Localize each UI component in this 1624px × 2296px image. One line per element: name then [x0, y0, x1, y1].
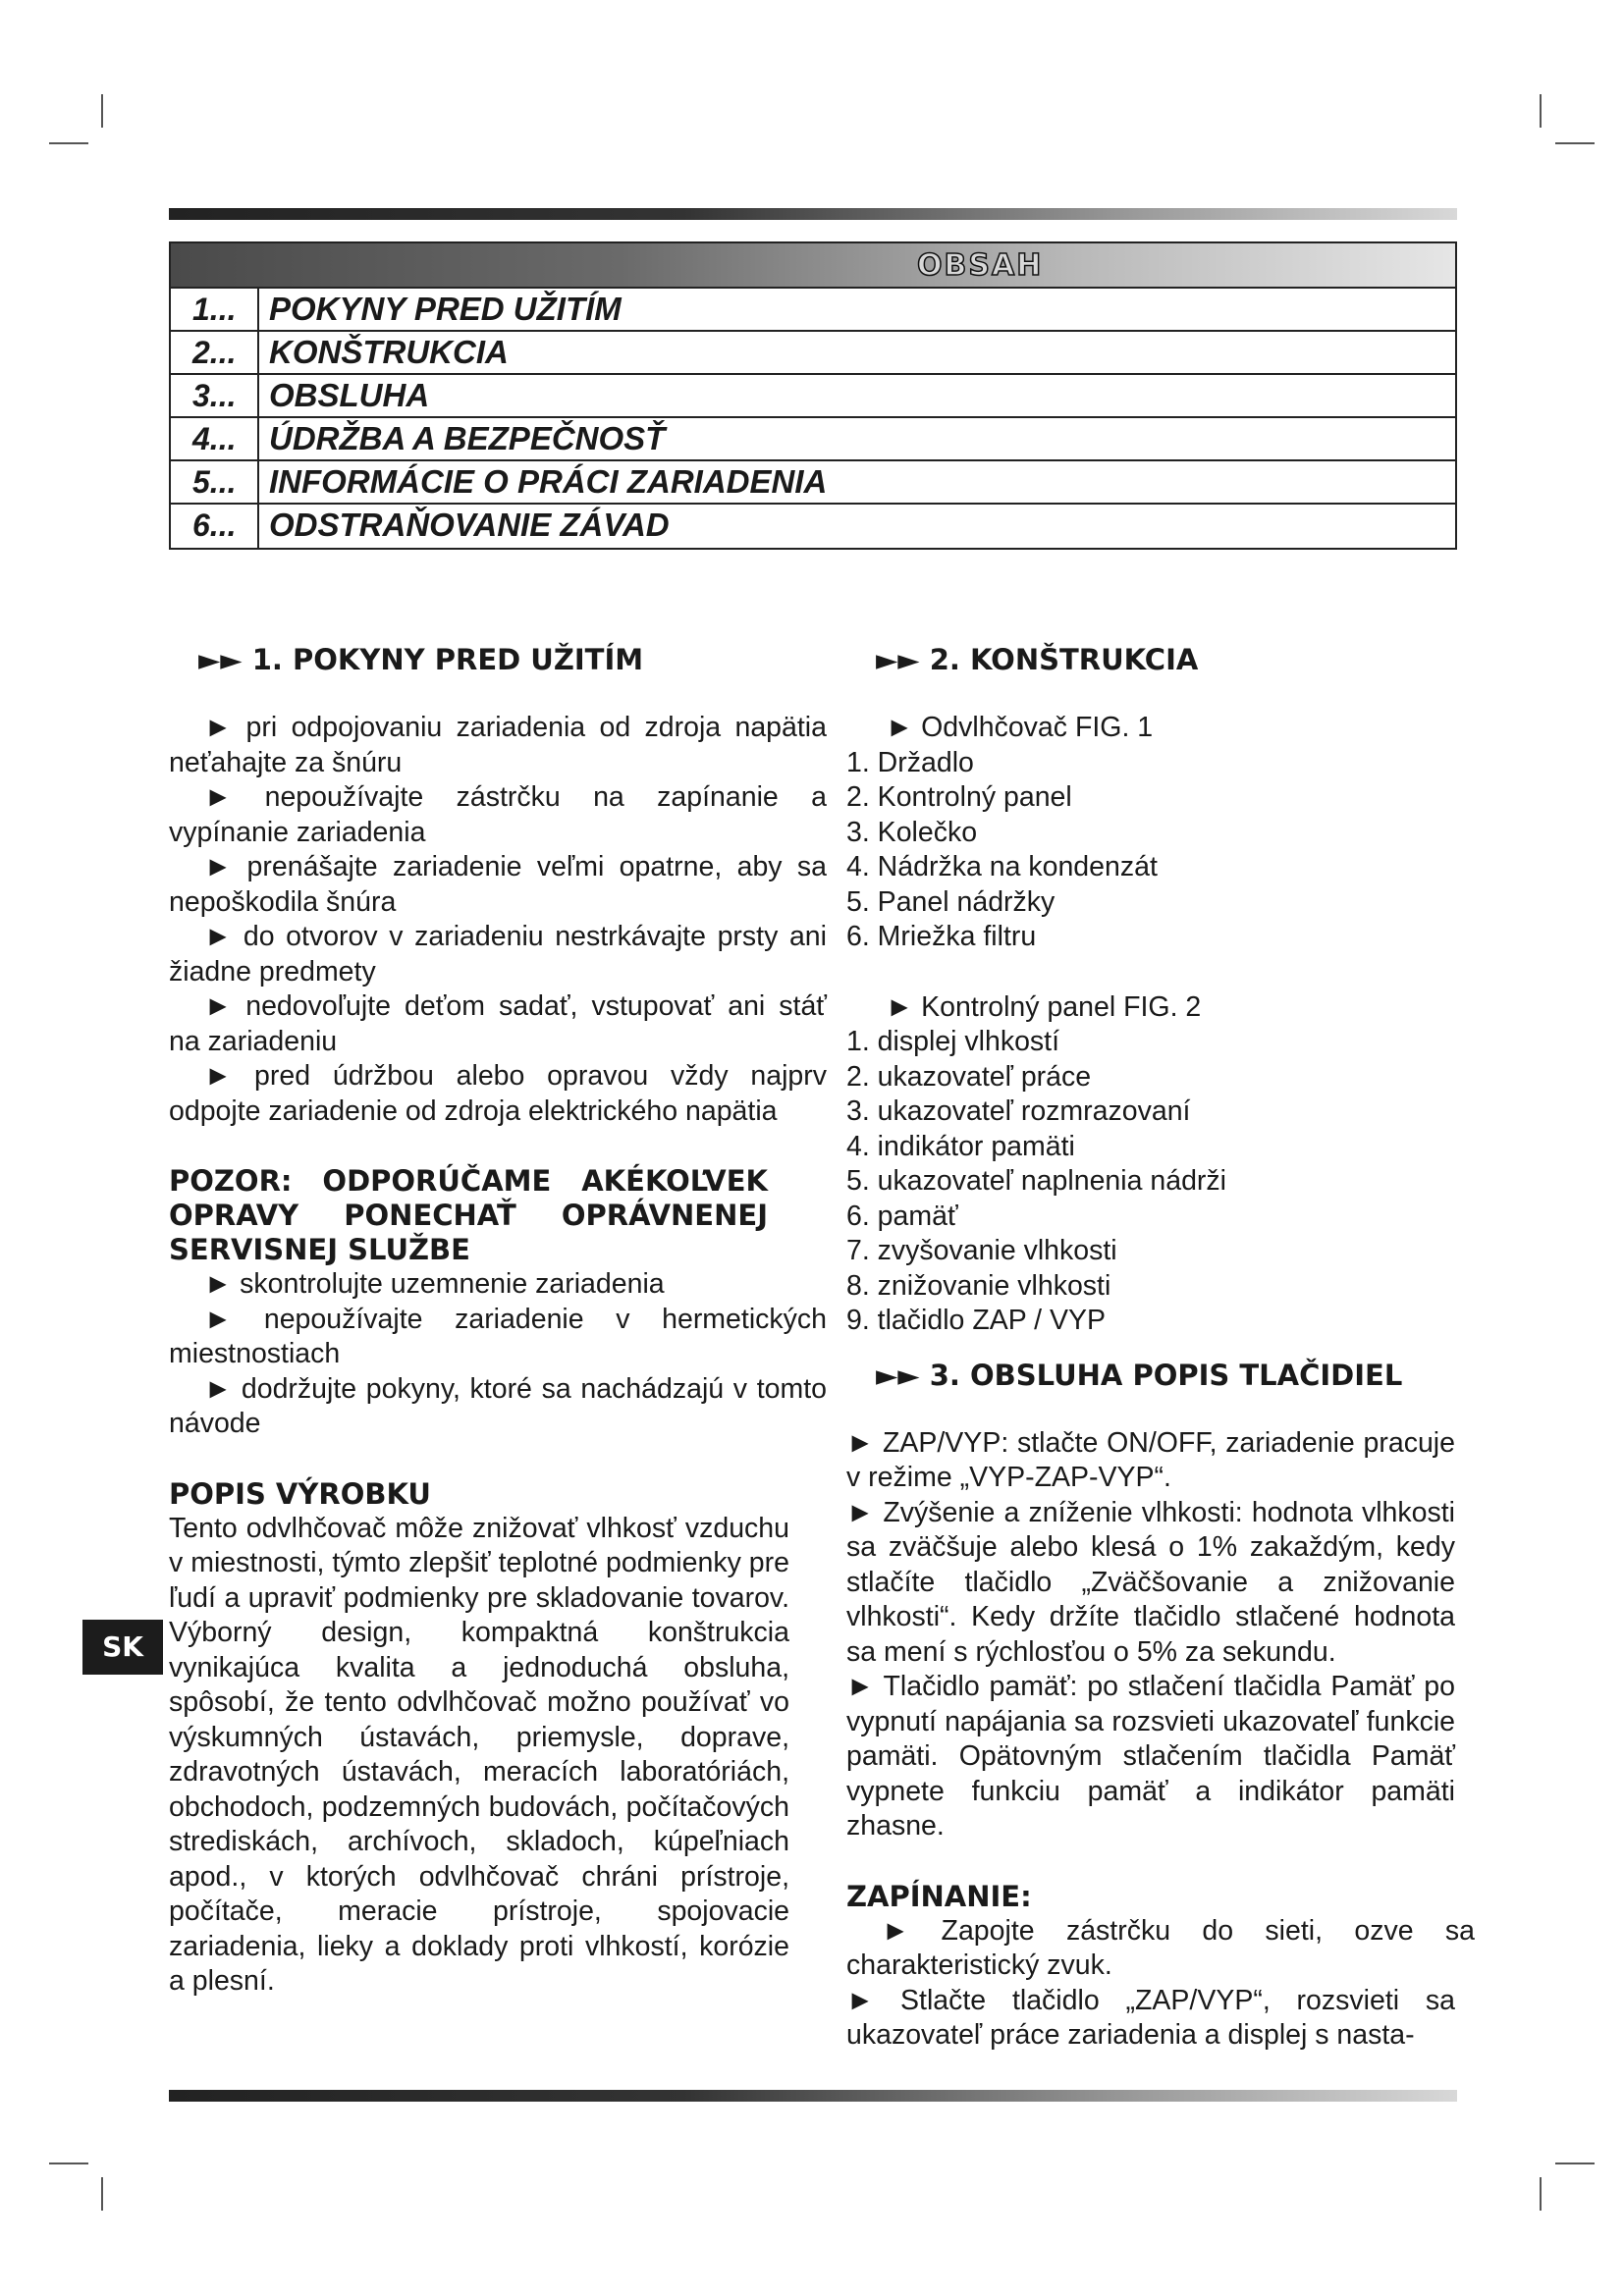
bullet-text: ► do otvorov v zariadeniu nestrkávajte prsty ani žiadne predmety — [169, 921, 827, 988]
toc-number: 3... — [171, 375, 259, 416]
toc-label: POKYNY PRED UŽITÍM — [269, 291, 622, 327]
zapinanie-heading: ZAPÍNANIE: — [846, 1879, 1032, 1913]
list-item: 8. znižovanie vlhkosti — [846, 1269, 1111, 1302]
section-heading-3: ►► 3. OBSLUHA POPIS TLAČIDIEL — [876, 1358, 1403, 1392]
crop-mark — [1555, 2163, 1595, 2164]
toc-number: 5... — [171, 461, 259, 503]
bullet-text: ► pri odpojovaniu zariadenia od zdroja napätia neťahajte za šnúru — [169, 712, 827, 778]
fig2-title: ► Kontrolný panel FIG. 2 — [886, 990, 1202, 1023]
zapinanie-text: ► Stlačte tlačidlo „ZAP/VYP“, rozsvieti sa ukazovateľ práce zariadenia a displej s nasta- — [846, 1984, 1455, 2051]
toc-row — [171, 461, 1455, 505]
list-item: 6. Mriežka filtru — [846, 921, 1037, 952]
bullet-text: ► nepoužívajte zástrčku na zapínanie a vypínanie zariadenia — [169, 781, 827, 848]
obsluha-text: ► Tlačidlo pamäť: po stlačení tlačidla Pamäť po vypnutí napájania sa rozsvieti ukazovateľ funkcie pamäti. Opätovným stlačením tlačidla Pamäť vypnete funkciu pamäť a indikátor pamäti zhasne. — [846, 1671, 1455, 1842]
section-heading-2: ►► 2. KONŠTRUKCIA — [876, 643, 1199, 676]
obsluha-text: ► ZAP/VYP: stlačte ON/OFF, zariadenie pracuje v režime „VYP-ZAP-VYP“. — [846, 1426, 1455, 1493]
toc-row — [171, 289, 1455, 332]
warning-heading: POZOR: ODPORÚČAME AKÉKOĽVEK OPRAVY PONECHAŤ OPRÁVNENEJ SERVISNEJ SLUŽBE — [169, 1164, 768, 1266]
toc-row — [171, 505, 1455, 548]
table-of-contents — [169, 241, 1457, 550]
crop-mark — [49, 142, 88, 144]
left-column — [169, 643, 827, 2000]
bullet-text: ► nepoužívajte zariadenie v hermetických miestnostiach — [169, 1303, 827, 1369]
toc-row — [171, 418, 1455, 461]
bullet-text: ► pred údržbou alebo opravou vždy najprv odpojte zariadenie od zdroja elektrického napätia — [169, 1060, 827, 1127]
bullet-text: ► dodržujte pokyny, ktoré sa nachádzajú v tomto návode — [169, 1372, 827, 1439]
toc-number: 4... — [171, 418, 259, 459]
list-item: 2. ukazovateľ práce — [846, 1060, 1092, 1093]
crop-mark — [101, 2177, 103, 2211]
list-item: 5. Panel nádržky — [846, 885, 1056, 918]
crop-mark — [101, 94, 103, 128]
toc-label: INFORMÁCIE O PRÁCI ZARIADENIA — [269, 463, 828, 500]
toc-number: 2... — [171, 332, 259, 373]
bullet-text: ► skontrolujte uzemnenie zariadenia — [204, 1268, 665, 1300]
crop-mark — [1540, 94, 1542, 128]
crop-mark — [1540, 2177, 1542, 2211]
fig1-title: ► Odvlhčovač FIG. 1 — [886, 712, 1154, 743]
section-heading-1: ►► 1. POKYNY PRED UŽITÍM — [198, 643, 644, 676]
toc-title: OBSAH — [917, 248, 1044, 283]
bullet-text: ► prenášajte zariadenie veľmi opatrne, aby sa nepoškodila šnúra — [169, 851, 827, 918]
crop-mark — [1555, 142, 1595, 144]
toc-row — [171, 332, 1455, 375]
obsluha-text: ► Zvýšenie a zníženie vlhkosti: hodnota vlhkosti sa zväčšuje alebo klesá o 1% zakaždým, kedy stlačíte tlačidlo „Zväčšovanie a znižovanie vlhkosti“. Kedy držíte tlačidlo stlačené hodnota sa mení s rýchlosťou o 5% za sekundu. — [846, 1496, 1455, 1668]
bottom-rule — [169, 2090, 1457, 2102]
list-item: 1. displej vlhkostí — [846, 1026, 1060, 1057]
product-description: Tento odvlhčovač môže znižovať vlhkosť vzduchu v miestnosti, týmto zlepšiť teplotné podmienky pre ľudí a upraviť podmienky pre skladovanie tovarov. Výborný design, kompaktná konštrukcia vynikajúca kvalita a jednoduchá obsluha, spôsobí, že tento odvlhčovač možno používať vo výskumných ústavách, priemysle, doprave, zdravotných ústavách, meracích laboratóriách, obchodoch, podzemných budovách, počítačových strediskách, archívoch, skladoch, kúpeľniach apod., v ktorých odvlhčovač chráni prístroje, počítače, meracie prístroje, spojovacie zariadenia, lieky a doklady proti vlhkostí, korózie a plesní. — [169, 1512, 789, 1997]
toc-label: ÚDRŽBA A BEZPEČNOSŤ — [269, 420, 666, 456]
toc-label: ODSTRAŇOVANIE ZÁVAD — [269, 507, 670, 543]
list-item: 9. tlačidlo ZAP / VYP — [846, 1305, 1107, 1336]
bullet-text: ► nedovoľujte deťom sadať, vstupovať ani stáť na zariadeniu — [169, 990, 827, 1057]
toc-number: 1... — [171, 289, 259, 330]
list-item: 7. zvyšovanie vlhkosti — [846, 1235, 1117, 1266]
toc-label: OBSLUHA — [269, 377, 430, 413]
toc-header — [171, 243, 1455, 289]
toc-label: KONŠTRUKCIA — [269, 334, 509, 370]
list-item: 3. Kolečko — [846, 816, 978, 848]
zapinanie-text: ► Zapojte zástrčku do sieti, ozve sa charakteristický zvuk. — [846, 1914, 1475, 1981]
list-item: 5. ukazovateľ naplnenia nádrži — [846, 1165, 1226, 1197]
top-rule — [169, 208, 1457, 220]
list-item: 3. ukazovateľ rozmrazovaní — [846, 1095, 1191, 1127]
list-item: 6. pamäť — [846, 1200, 958, 1232]
list-item: 1. Držadlo — [846, 746, 974, 778]
product-heading: POPIS VÝROBKU — [169, 1476, 431, 1511]
language-tab: SK — [82, 1620, 163, 1675]
list-item: 4. indikátor pamäti — [846, 1130, 1075, 1162]
crop-mark — [49, 2163, 88, 2164]
list-item: 4. Nádržka na kondenzát — [846, 851, 1158, 882]
right-column — [846, 643, 1494, 2054]
list-item: 2. Kontrolný panel — [846, 781, 1072, 813]
toc-row — [171, 375, 1455, 418]
toc-number: 6... — [171, 505, 259, 548]
